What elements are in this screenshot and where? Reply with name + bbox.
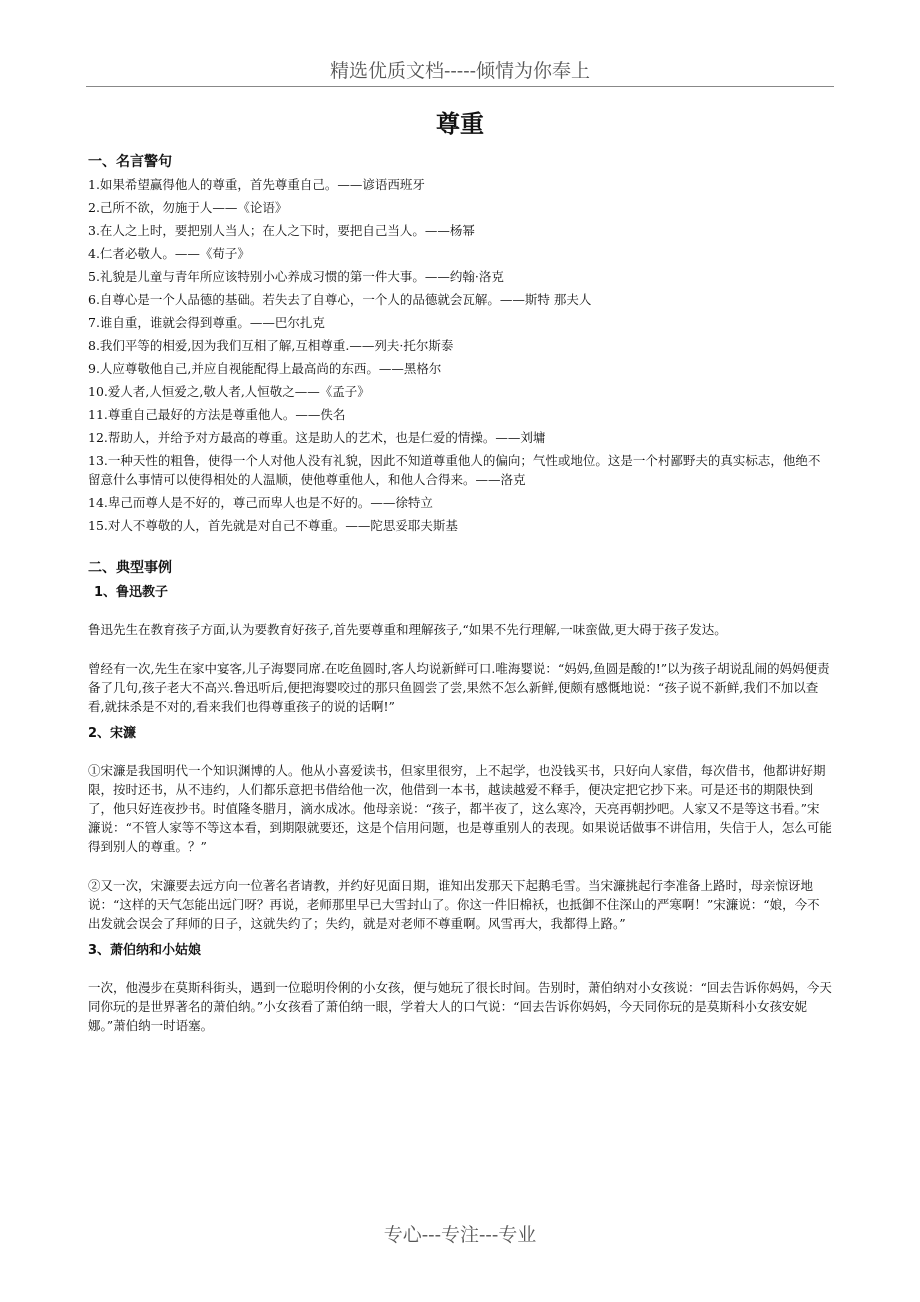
page-header: 精选优质文档-----倾情为你奉上 (329, 60, 591, 82)
quote-item: 10.爱人者,人恒爱之,敬人者,人恒敬之——《孟子》 (88, 384, 370, 399)
header-divider (86, 86, 834, 87)
quote-item: 9.人应尊敬他自己,并应自视能配得上最高尚的东西。——黑格尔 (88, 361, 442, 376)
quote-item: 11.尊重自己最好的方法是尊重他人。——佚名 (88, 407, 346, 422)
paragraph: 鲁迅先生在教育孩子方面,认为要教育好孩子,首先要尊重和理解孩子,“如果不先行理解,一味蛮做,更大碍于孩子发达。 (88, 622, 727, 637)
quote-list (88, 175, 832, 535)
quote-item: 7.谁自重，谁就会得到尊重。——巴尔扎克 (88, 315, 325, 330)
quote-item: 3.在人之上时，要把别人当人；在人之下时，要把自己当人。——杨幂 (88, 223, 475, 238)
quote-item: 4.仁者必敬人。——《荀子》 (88, 246, 250, 261)
example-heading-songlian: 2、宋濂 (88, 726, 137, 741)
example-heading-shaw: 3、萧伯纳和小姑娘 (88, 943, 202, 958)
quote-item: 5.礼貌是儿童与青年所应该特别小心养成习惯的第一件大事。——约翰·洛克 (88, 269, 504, 284)
example-heading-luxun: 1、鲁迅教子 (94, 585, 169, 600)
quote-item: 14.卑己而尊人是不好的，尊己而卑人也是不好的。——徐特立 (88, 495, 433, 510)
document-title: 尊重 (436, 110, 484, 138)
quote-item: 8.我们平等的相爱,因为我们互相了解,互相尊重.——列夫·托尔斯泰 (88, 338, 454, 353)
quote-item: 15.对人不尊敬的人，首先就是对自己不尊重。——陀思妥耶夫斯基 (88, 518, 458, 533)
paragraph: ②又一次，宋濂要去远方向一位著名者请教，并约好见面日期，谁知出发那天下起鹅毛雪。当宋濂挑起行李准备上路时，母亲惊讶地说：“这样的天气怎能出远门呀？再说，老师那里早已大雪封山了。你这一件旧棉袄，也抵御不住深山的严寒啊！”宋濂说：“娘，今不出发就会误会了拜师的日子，这就失约了；失约，就是对老师不尊重啊。风雪再大，我都得上路。” (88, 878, 820, 931)
quote-item: 2.己所不欲，勿施于人——《论语》 (88, 200, 288, 215)
quote-item: 6.自尊心是一个人品德的基础。若失去了自尊心，一个人的品德就会瓦解。——斯特 那夫人 (88, 292, 592, 307)
paragraph: 一次，他漫步在莫斯科街头，遇到一位聪明伶俐的小女孩，便与她玩了很长时间。告别时，萧伯纳对小女孩说：“回去告诉你妈妈，今天同你玩的是世界著名的萧伯纳。”小女孩看了萧伯纳一眼，学着大人的口气说：“回去告诉你妈妈，今天同你玩的是莫斯科小女孩安妮娜。”萧伯纳一时语塞。 (88, 980, 832, 1033)
section-heading-quotes: 一、名言警句 (88, 154, 172, 170)
document-body (88, 104, 832, 1035)
quote-item: 12.帮助人，并给予对方最高的尊重。这是助人的艺术，也是仁爱的情操。——刘墉 (88, 430, 546, 445)
section-heading-examples: 二、典型事例 (88, 560, 172, 576)
page-footer: 专心---专注---专业 (383, 1224, 537, 1246)
quote-item: 13.一种天性的粗鲁，使得一个人对他人没有礼貌，因此不知道尊重他人的偏向；气性或地位。这是一个村鄙野夫的真实标志，他绝不留意什么事情可以使得相处的人温顺，使他尊重他人，和他人合得来。——洛克 (88, 453, 821, 487)
quote-item: 1.如果希望赢得他人的尊重，首先尊重自己。——谚语西班牙 (88, 177, 425, 192)
paragraph: 曾经有一次,先生在家中宴客,儿子海婴同席.在吃鱼圆时,客人均说新鲜可口.唯海婴说：“妈妈,鱼圆是酸的!”以为孩子胡说乱闹的妈妈便责备了几句,孩子老大不高兴.鲁迅听后,便把海婴咬过的那只鱼圆尝了尝,果然不怎么新鲜,便颇有感慨地说：“孩子说不新鲜,我们不加以查看,就抹杀是不对的,看来我们也得尊重孩子的说的话啊!” (88, 661, 830, 714)
paragraph: ①宋濂是我国明代一个知识渊博的人。他从小喜爱读书，但家里很穷，上不起学，也没钱买书，只好向人家借，每次借书，他都讲好期限，按时还书，从不违约，人们都乐意把书借给他一次，他借到一本书，越读越爱不释手，便决定把它抄下来。可是还书的期限快到了，他只好连夜抄书。时值隆冬腊月，滴水成冰。他母亲说：“孩子，都半夜了，这么寒冷，天亮再朝抄吧。人家又不是等这书看。”宋濂说：“不管人家等不等这本看，到期限就要还，这是个信用问题，也是尊重别人的表现。如果说话做事不讲信用，失信于人，怎么可能得到别人的尊重。？” (88, 763, 832, 854)
